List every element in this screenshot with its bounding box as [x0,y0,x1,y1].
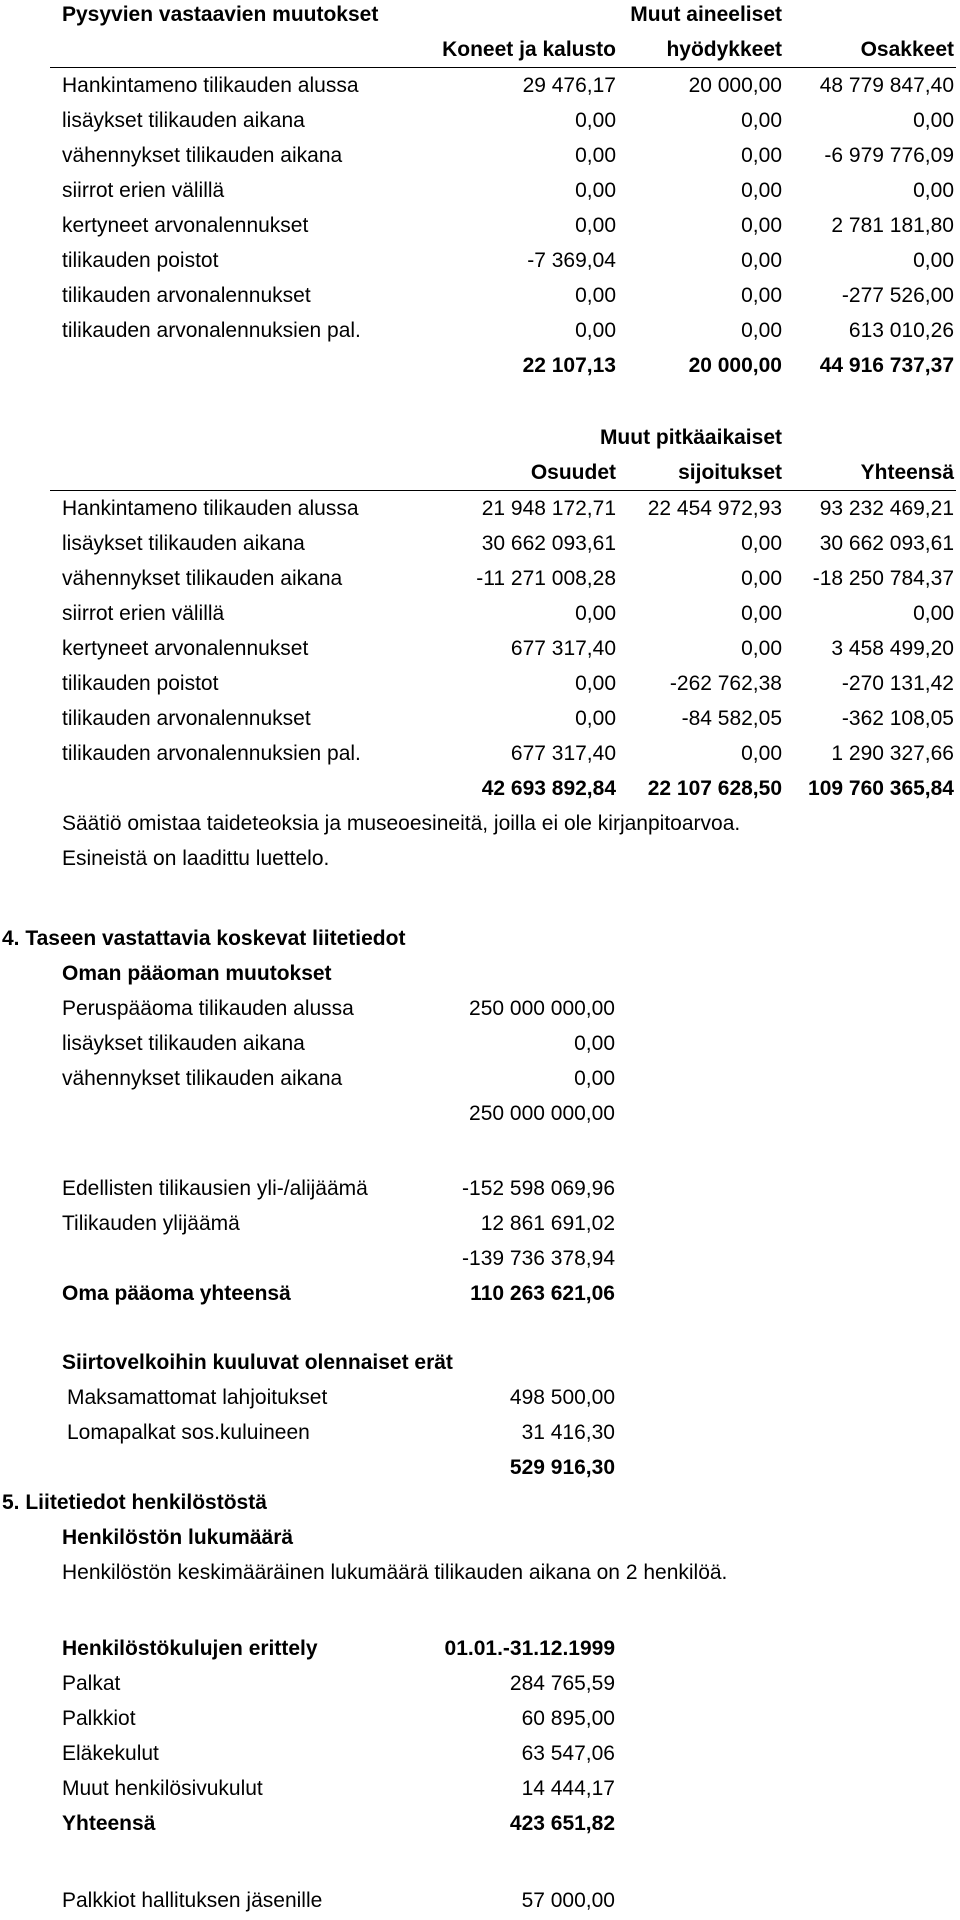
staff-count-line [0,1558,960,1588]
table-row [0,176,960,206]
row-value: 0,00 [741,602,782,625]
table-row [0,106,960,136]
row-value: -7 369,04 [527,249,616,272]
item-value: 498 500,00 [509,1386,615,1409]
row-label: tilikauden poistot [62,672,219,695]
row-value: -277 526,00 [841,284,954,307]
item-value: 63 547,06 [521,1742,615,1765]
row-value: 0,00 [741,214,782,237]
board-fees-label: Palkkiot hallituksen jäsenille [62,1889,323,1912]
row-value: -262 762,38 [669,672,782,695]
row-label: tilikauden arvonalennuksien pal. [62,319,361,342]
row-value: 2 781 181,80 [831,214,954,237]
equity-total-value: 110 263 621,06 [470,1282,615,1305]
row-value: 0,00 [741,284,782,307]
list-item [0,1174,960,1204]
note-line [0,809,960,839]
table-row [0,141,960,171]
row-value: -84 582,05 [681,707,782,730]
list-item [0,1774,960,1804]
table1-header-2: hyödykkeet [666,38,782,61]
equity-heading [0,959,960,989]
row-value: 20 000,00 [688,74,782,97]
row-value: 0,00 [741,532,782,555]
item-label: Palkkiot [62,1707,136,1730]
list-item [0,1209,960,1239]
table1-totals [0,351,960,381]
art-note: Säätiö omistaa taideteoksia ja museoesineitä, joilla ei ole kirjanpitoarvoa. [62,812,741,835]
row-value: 0,00 [575,179,616,202]
note-line [0,844,960,874]
row-value: 677 317,40 [510,742,616,765]
section4-title: 4. Taseen vastattavia koskevat liitetiedot [2,927,406,950]
row-value: 0,00 [575,602,616,625]
table-row [0,669,960,699]
list-item [0,1704,960,1734]
board-fees-value: 57 000,00 [521,1889,615,1912]
costs-total-value: 423 651,82 [509,1812,615,1835]
item-label: Maksamattomat lahjoitukset [67,1386,328,1409]
table-row [0,739,960,769]
table-row [0,316,960,346]
item-value: 0,00 [574,1032,615,1055]
row-value: -11 271 008,28 [476,567,616,590]
equity-subtotal-2 [0,1244,960,1274]
row-label: lisäykset tilikauden aikana [62,109,305,132]
row-label: tilikauden arvonalennukset [62,284,311,307]
table-row [0,704,960,734]
item-value: -152 598 069,96 [462,1177,615,1200]
item-label: vähennykset tilikauden aikana [62,1067,343,1090]
row-value: 30 662 093,61 [819,532,954,555]
section4-heading [0,924,960,954]
row-value: 677 317,40 [510,637,616,660]
table-row [0,281,960,311]
table-row [0,211,960,241]
item-label: Eläkekulut [62,1742,159,1765]
item-value: 14 444,17 [521,1777,615,1800]
row-value: 0,00 [741,109,782,132]
item-label: Peruspääoma tilikauden alussa [62,997,354,1020]
costs-heading [0,1634,960,1664]
equity-subtotal-1 [0,1099,960,1129]
row-label: tilikauden arvonalennuksien pal. [62,742,361,765]
table-row [0,494,960,524]
row-value: 0,00 [741,144,782,167]
row-label: vähennykset tilikauden aikana [62,144,343,167]
item-label: Tilikauden ylijäämä [62,1212,240,1235]
row-value: 48 779 847,40 [819,74,954,97]
row-label: kertyneet arvonalennukset [62,637,309,660]
row-label: siirrot erien välillä [62,179,225,202]
row-label: tilikauden poistot [62,249,219,272]
costs-total-label: Yhteensä [62,1812,156,1835]
costs-total [0,1809,960,1839]
staff-count-text: Henkilöstön keskimääräinen lukumäärä tilikauden aikana on 2 henkilöä. [62,1561,728,1584]
item-value: 31 416,30 [521,1421,615,1444]
row-value: -270 131,42 [841,672,954,695]
list-item [0,1669,960,1699]
costs-title: Henkilöstökulujen erittely [62,1637,318,1660]
equity-total-label: Oma pääoma yhteensä [62,1282,291,1305]
item-value: 12 861 691,02 [480,1212,615,1235]
row-value: 613 010,26 [848,319,954,342]
table2-header-2: sijoitukset [678,461,782,484]
row-value: 0,00 [913,179,954,202]
row-value: 0,00 [741,249,782,272]
accruals-total-value: 529 916,30 [509,1456,615,1479]
row-value: 0,00 [913,249,954,272]
row-value: -362 108,05 [841,707,954,730]
row-value: 0,00 [575,284,616,307]
row-label: lisäykset tilikauden aikana [62,532,305,555]
row-value: 0,00 [741,637,782,660]
table1-header-row [0,35,960,65]
row-value: 3 458 499,20 [831,637,954,660]
row-value: 0,00 [741,567,782,590]
staff-count-title: Henkilöstön lukumäärä [62,1526,294,1549]
item-value: 284 765,59 [509,1672,615,1695]
list-item [0,994,960,1024]
row-value: 1 290 327,66 [831,742,954,765]
item-value: 250 000 000,00 [469,997,615,1020]
total-value: 22 107,13 [522,354,616,377]
row-value: -18 250 784,37 [812,567,954,590]
staff-count-heading [0,1523,960,1553]
row-label: tilikauden arvonalennukset [62,707,311,730]
accruals-heading [0,1348,960,1378]
table1-header-3: Osakkeet [860,38,954,61]
table1-header-top-2: Muut aineeliset [630,3,782,26]
row-value: 0,00 [913,602,954,625]
item-value: 60 895,00 [521,1707,615,1730]
row-value: 0,00 [913,109,954,132]
subtotal-value: 250 000 000,00 [469,1102,615,1125]
subtotal-value: -139 736 378,94 [462,1247,615,1270]
item-label: Lomapalkat sos.kuluineen [67,1421,310,1444]
row-value: 93 232 469,21 [819,497,954,520]
list-item [0,1418,960,1448]
board-fees [0,1886,960,1916]
row-label: kertyneet arvonalennukset [62,214,309,237]
table2-header-divider [50,490,956,491]
item-label: Palkat [62,1672,121,1695]
row-value: 0,00 [575,109,616,132]
table2-header-top-2: Muut pitkäaikaiset [599,426,782,449]
list-item [0,1739,960,1769]
item-label: lisäykset tilikauden aikana [62,1032,305,1055]
table-row [0,599,960,629]
row-value: 0,00 [741,319,782,342]
list-item [0,1383,960,1413]
item-value: 0,00 [574,1067,615,1090]
table-row [0,529,960,559]
section5-title: 5. Liitetiedot henkilöstöstä [2,1491,267,1514]
row-label: Hankintameno tilikauden alussa [62,74,359,97]
row-value: 0,00 [575,707,616,730]
table-row [0,246,960,276]
list-item [0,1064,960,1094]
inventory-note: Esineistä on laadittu luettelo. [62,847,330,870]
row-value: 0,00 [575,319,616,342]
row-value: 0,00 [575,214,616,237]
equity-title: Oman pääoman muutokset [62,962,332,985]
row-label: vähennykset tilikauden aikana [62,567,343,590]
accruals-total [0,1453,960,1483]
row-label: Hankintameno tilikauden alussa [62,497,359,520]
row-value: 30 662 093,61 [481,532,616,555]
total-value: 22 107 628,50 [647,777,782,800]
total-value: 20 000,00 [688,354,782,377]
equity-total [0,1279,960,1309]
item-label: Edellisten tilikausien yli-/alijäämä [62,1177,368,1200]
table1-header-1: Koneet ja kalusto [442,38,616,61]
row-value: -6 979 776,09 [824,144,954,167]
list-item [0,1029,960,1059]
table-row [0,564,960,594]
row-label: siirrot erien välillä [62,602,225,625]
table1-header-divider [50,67,956,68]
row-value: 29 476,17 [522,74,616,97]
table2-header-top [0,423,960,453]
row-value: 0,00 [575,144,616,167]
row-value: 0,00 [741,179,782,202]
row-value: 0,00 [575,672,616,695]
table2-header-1: Osuudet [530,461,616,484]
table-row [0,634,960,664]
total-value: 44 916 737,37 [819,354,954,377]
fixed-assets-header-top [0,0,960,30]
costs-period: 01.01.-31.12.1999 [444,1637,615,1660]
table2-header-3: Yhteensä [860,461,954,484]
row-value: 22 454 972,93 [647,497,782,520]
table-row [0,71,960,101]
table2-totals [0,774,960,804]
row-value: 0,00 [741,742,782,765]
row-value: 21 948 172,71 [481,497,616,520]
table2-header-row [0,458,960,488]
item-label: Muut henkilösivukulut [62,1777,263,1800]
section5-heading [0,1488,960,1518]
fixed-assets-title: Pysyvien vastaavien muutokset [62,3,379,26]
total-value: 42 693 892,84 [481,777,616,800]
total-value: 109 760 365,84 [808,777,954,800]
accruals-title: Siirtovelkoihin kuuluvat olennaiset erät [62,1351,453,1374]
